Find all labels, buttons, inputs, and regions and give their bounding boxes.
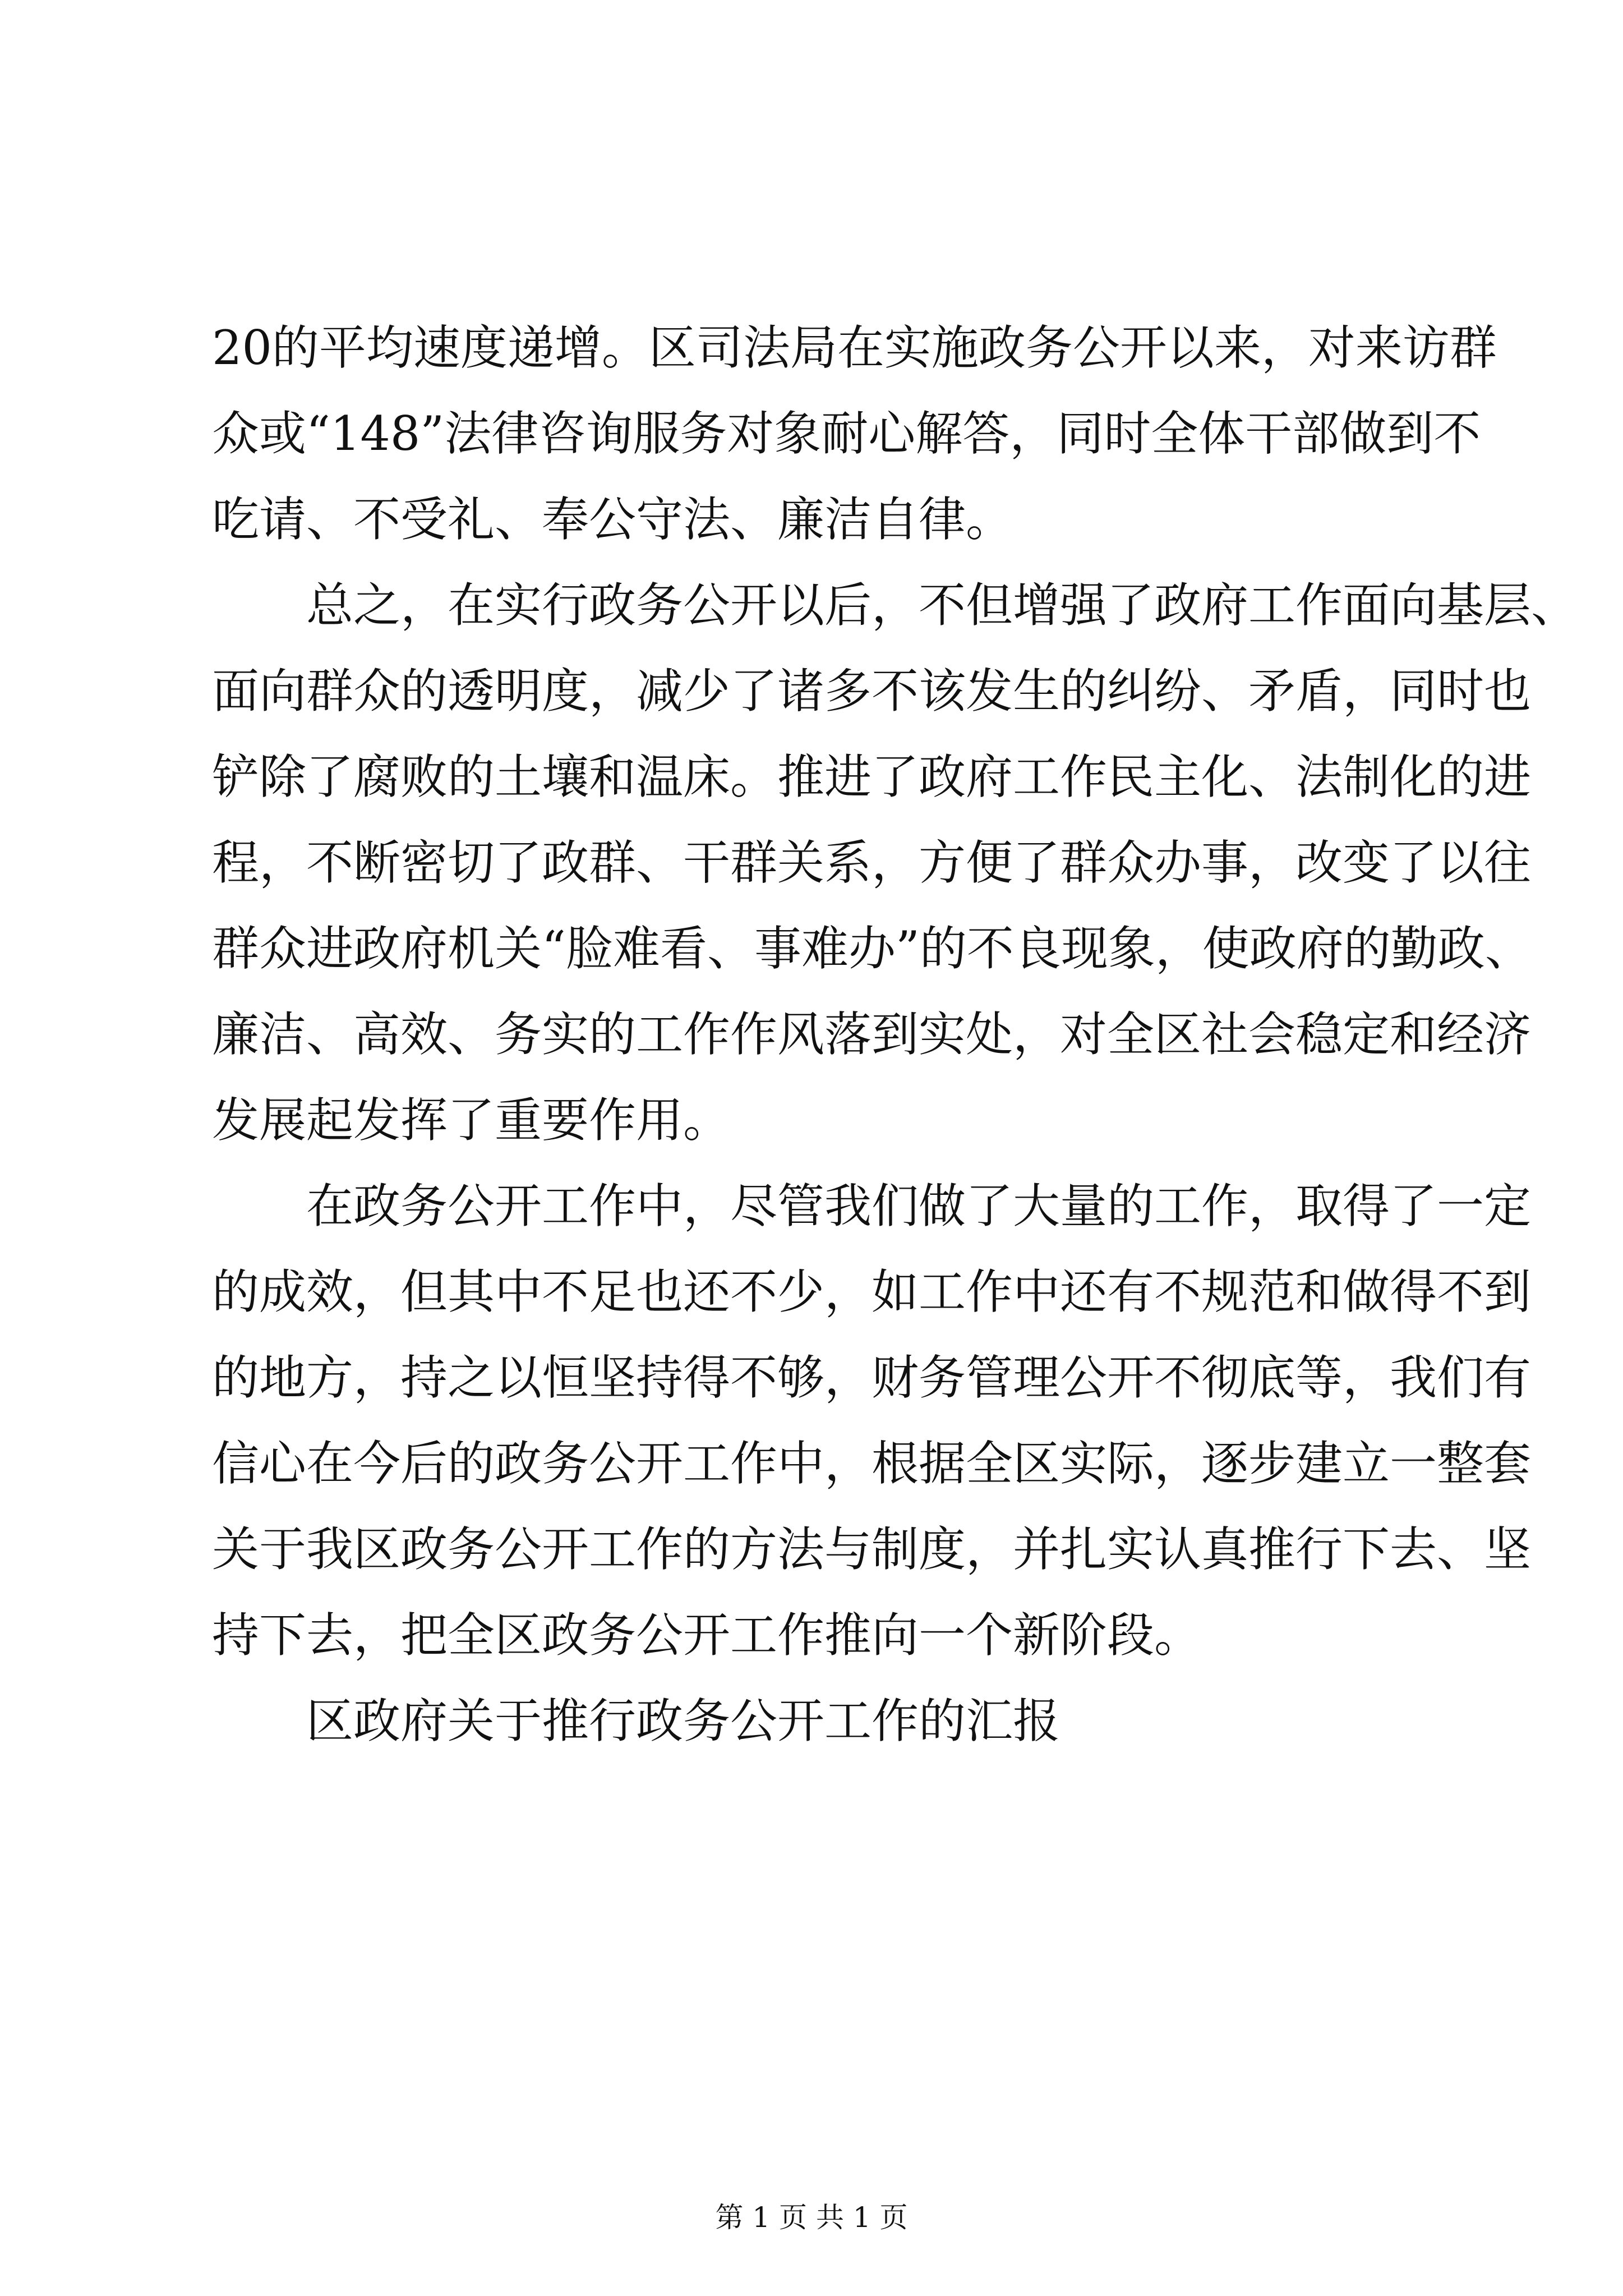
- paragraph-3-line-3: 的地方，持之以恒坚持得不够，财务管理公开不彻底等，我们有: [212, 1350, 1532, 1405]
- paragraph-3-line-1: 在政务公开工作中，尽管我们做了大量的工作，取得了一定: [306, 1179, 1532, 1234]
- page-number-footer: 第 1 页 共 1 页: [715, 2201, 908, 2234]
- paragraph-3-line-2: 的成效，但其中不足也还不少，如工作中还有不规范和做得不到: [212, 1264, 1532, 1319]
- paragraph-3-line-4: 信心在今后的政务公开工作中，根据全区实际，逐步建立一整套: [212, 1436, 1532, 1491]
- document-title-line: 区政府关于推行政务公开工作的汇报: [306, 1694, 1061, 1749]
- paragraph-2-line-7: 发展起发挥了重要作用。: [212, 1093, 731, 1148]
- paragraph-2-line-4: 程，不断密切了政群、干群关系，方便了群众办事，改变了以往: [212, 835, 1532, 890]
- paragraph-1-line-2: 众或“148”法律咨询服务对象耐心解答，同时全体干部做到不: [212, 406, 1481, 461]
- paragraph-2-line-1: 总之，在实行政务公开以后，不但增强了政府工作面向基层、: [306, 578, 1579, 633]
- paragraph-1-line-3: 吃请、不受礼、奉公守法、廉洁自律。: [212, 492, 1013, 547]
- paragraph-2-line-5: 群众进政府机关“脸难看、事难办”的不良现象，使政府的勤政、: [212, 921, 1532, 976]
- paragraph-2-line-2: 面向群众的透明度，减少了诸多不该发生的纠纷、矛盾，同时也: [212, 664, 1532, 719]
- paragraph-3-line-5: 关于我区政务公开工作的方法与制度，并扎实认真推行下去、坚: [212, 1522, 1532, 1577]
- paragraph-2-line-3: 铲除了腐败的土壤和温床。推进了政府工作民主化、法制化的进: [212, 749, 1532, 804]
- paragraph-1-line-1: 20的平均速度递增。区司法局在实施政务公开以来，对来访群: [212, 320, 1497, 375]
- paragraph-3-line-6: 持下去，把全区政务公开工作推向一个新阶段。: [212, 1608, 1202, 1663]
- paragraph-2-line-6: 廉洁、高效、务实的工作作风落到实处，对全区社会稳定和经济: [212, 1007, 1532, 1062]
